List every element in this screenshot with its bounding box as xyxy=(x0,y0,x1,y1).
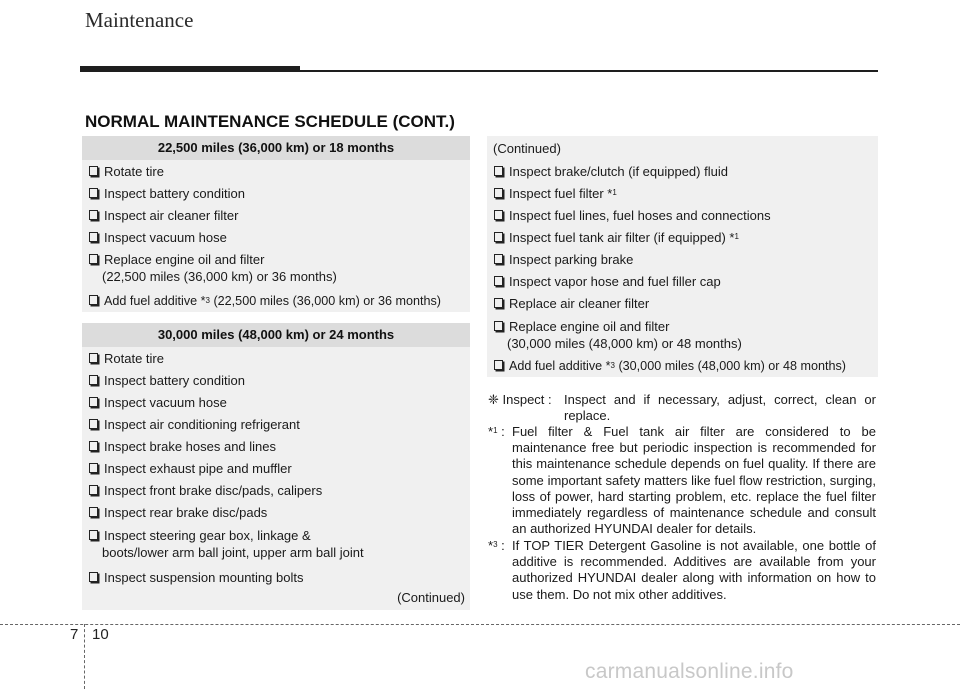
note-label: ❈ Inspect : xyxy=(488,392,552,407)
checklist-item: Add fuel additive *$^3$ (22,500 miles (36,000 km) or 36 months) xyxy=(88,293,441,310)
note-text: Inspect and if necessary, adjust, correct, clean or replace. xyxy=(564,392,876,424)
item-detail: boots/lower arm ball joint, upper arm ball joint xyxy=(102,545,364,560)
item-detail: (30,000 miles (48,000 km) or 48 months) xyxy=(507,336,742,351)
checkbox-icon xyxy=(89,353,98,363)
checklist-item: Inspect exhaust pipe and muffler xyxy=(88,460,292,477)
checkbox-icon xyxy=(494,232,503,242)
checklist-item: Inspect fuel tank air filter (if equipped) *$^1$ xyxy=(493,229,739,246)
checklist-item: Inspect air conditioning refrigerant xyxy=(88,416,300,433)
chapter-number: 7 xyxy=(70,626,79,643)
note-label: *$^3$ : xyxy=(488,538,505,553)
checkbox-icon xyxy=(89,254,98,264)
footer-rule xyxy=(0,624,960,625)
checklist-item: Inspect battery condition xyxy=(88,185,245,202)
checklist-item: Inspect fuel filter *$^1$ xyxy=(493,185,617,202)
checklist-item: Inspect vapor hose and fuel filler cap xyxy=(493,273,721,290)
checklist-item: Inspect suspension mounting bolts xyxy=(88,569,303,586)
note-label: *$^1$ : xyxy=(488,424,505,439)
checklist-item: Inspect brake hoses and lines xyxy=(88,438,276,455)
checkbox-icon xyxy=(89,375,98,385)
schedule-block-22500 xyxy=(82,136,470,312)
checklist-item: Inspect battery condition xyxy=(88,372,245,389)
footnote-3 xyxy=(488,538,876,603)
checkbox-icon xyxy=(494,321,503,331)
checkbox-icon xyxy=(89,572,98,582)
checklist-item: Inspect air cleaner filter xyxy=(88,207,238,224)
checkbox-icon xyxy=(494,298,503,308)
checkbox-icon xyxy=(89,485,98,495)
checkbox-icon xyxy=(494,276,503,286)
checkbox-icon xyxy=(494,210,503,220)
schedule-block-30000-continued xyxy=(487,136,878,377)
checklist-item: Replace engine oil and filter xyxy=(88,251,264,268)
block-title: 22,500 miles (36,000 km) or 18 months xyxy=(82,136,470,160)
checklist-item: Add fuel additive *$^3$ (30,000 miles (48,000 km) or 48 months) xyxy=(493,358,846,375)
checkbox-icon xyxy=(89,419,98,429)
checkbox-icon xyxy=(89,397,98,407)
section-title: Maintenance xyxy=(85,8,194,32)
note-text: If TOP TIER Detergent Gasoline is not available, one bottle of additive is recommended. Additives are available from your authorized HYUNDAI dealer along with information on how to use them. Do not mix other additives. xyxy=(512,538,876,602)
checklist-item: Inspect brake/clutch (if equipped) fluid xyxy=(493,163,728,180)
checklist-item: Inspect fuel lines, fuel hoses and connections xyxy=(493,207,771,224)
checklist-item: Rotate tire xyxy=(88,350,164,367)
page-number: 10 xyxy=(92,626,109,643)
footer-divider xyxy=(84,624,85,689)
checklist-item: Inspect vacuum hose xyxy=(88,394,227,411)
checkbox-icon xyxy=(494,254,503,264)
checklist-item: Inspect front brake disc/pads, calipers xyxy=(88,482,322,499)
checkbox-icon xyxy=(89,530,98,540)
checkbox-icon xyxy=(89,463,98,473)
inspect-note xyxy=(488,392,876,424)
title-rule xyxy=(300,70,878,72)
checklist-item: Inspect parking brake xyxy=(493,251,633,268)
checklist-item: Inspect vacuum hose xyxy=(88,229,227,246)
block-title: 30,000 miles (48,000 km) or 24 months xyxy=(82,323,470,347)
checkbox-icon xyxy=(89,188,98,198)
continued-label: (Continued) xyxy=(493,141,561,156)
checkbox-icon xyxy=(89,166,98,176)
checklist-item: Replace engine oil and filter xyxy=(493,318,669,335)
schedule-heading: NORMAL MAINTENANCE SCHEDULE (CONT.) xyxy=(85,112,455,131)
checklist-item: Inspect rear brake disc/pads xyxy=(88,504,267,521)
checkbox-icon xyxy=(494,188,503,198)
checkbox-icon xyxy=(494,166,503,176)
checklist-item: Replace air cleaner filter xyxy=(493,295,649,312)
footnote-1 xyxy=(488,424,876,537)
checklist-item: Inspect steering gear box, linkage & xyxy=(88,527,311,544)
schedule-block-30000 xyxy=(82,323,470,610)
checklist-item: Rotate tire xyxy=(88,163,164,180)
checkbox-icon xyxy=(89,232,98,242)
checkbox-icon xyxy=(89,210,98,220)
checkbox-icon xyxy=(494,360,503,370)
item-detail: (22,500 miles (36,000 km) or 36 months) xyxy=(102,269,337,284)
checkbox-icon xyxy=(89,507,98,517)
checkbox-icon xyxy=(89,295,98,305)
note-text: Fuel filter & Fuel tank air filter are considered to be maintenance free but periodic inspection is recommended for this maintenance schedule depends on fuel quality. If there are some important safety matters like fuel flow restriction, surging, loss of power, hard starting problem, etc. replace the fuel filter immediately regardless of maintenance schedule and consult an authorized HYUNDAI dealer for details. xyxy=(512,424,876,537)
watermark: carmanualsonline.info xyxy=(585,660,794,683)
title-bar-accent xyxy=(80,66,300,72)
continued-label: (Continued) xyxy=(397,590,465,605)
checkbox-icon xyxy=(89,441,98,451)
